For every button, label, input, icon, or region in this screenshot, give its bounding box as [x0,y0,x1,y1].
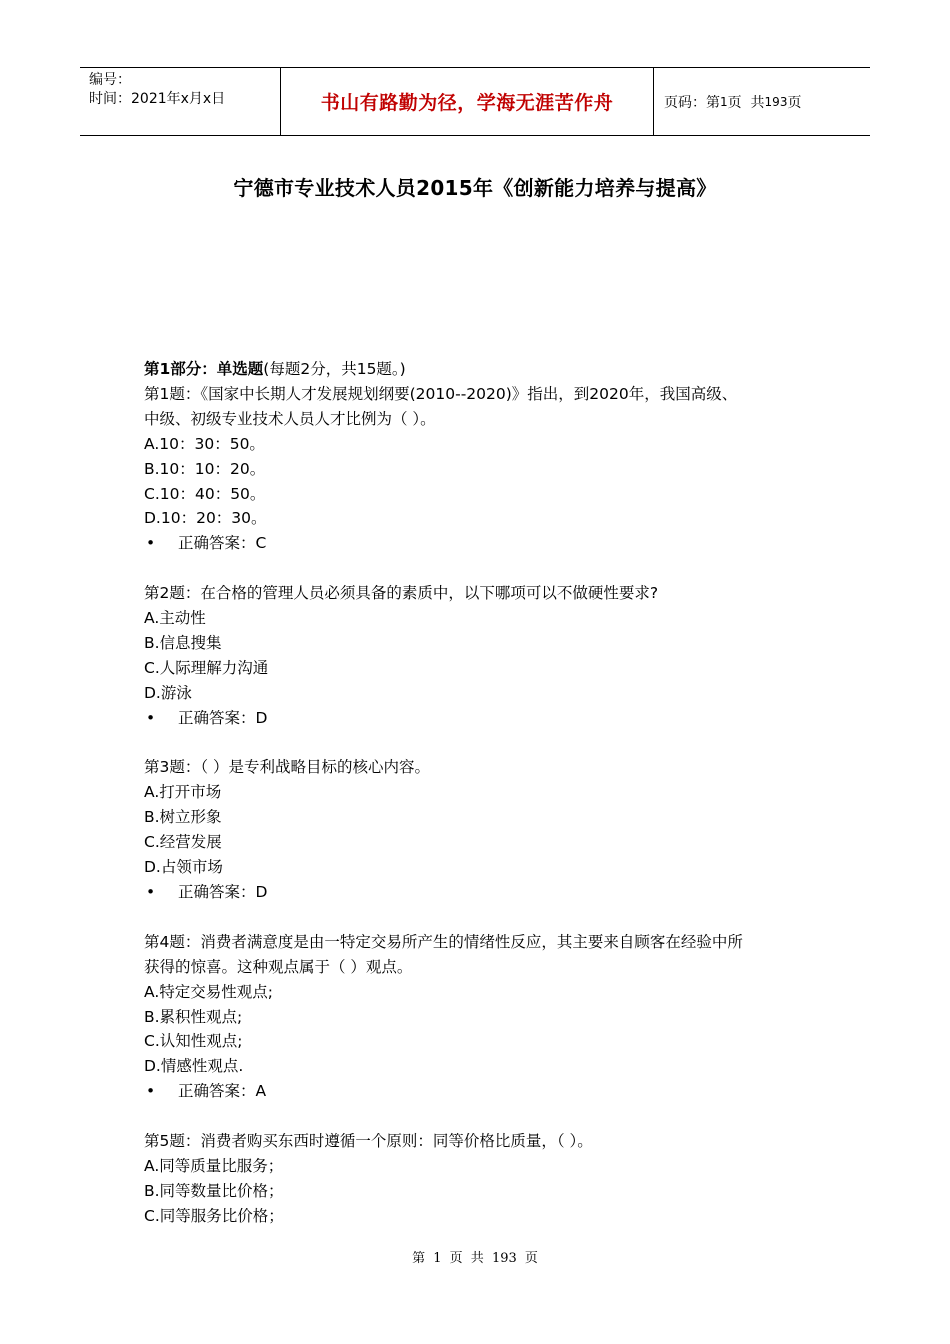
correct-answer [144,531,834,556]
bullet-icon: • [146,883,156,901]
footer-prefix: 第 [412,1251,426,1266]
option-b: B.累积性观点; [144,1007,243,1026]
question-stem: 第2题：在合格的管理人员必须具备的素质中，以下哪项可以不做硬性要求? [144,584,659,603]
header-meta [80,68,281,135]
question-list [144,357,834,1229]
header-motto-cell [281,68,654,135]
header-page-mid: 页 共 [727,94,765,111]
option-b: B.信息搜集 [144,633,222,652]
question-stem: 获得的惊喜。这种观点属于（ ）观点。 [144,957,413,976]
answer-text: 正确答案：A [178,1082,267,1101]
document-title: 宁德市专业技术人员2015年《创新能力培养与提高》 [233,176,717,200]
footer-total: 193 [491,1251,517,1266]
option-a: A.10：30：50。 [144,434,265,453]
page-footer [0,1247,950,1266]
question-stem: 第1题：《国家中长期人才发展规划纲要(2010--2020)》指出，到2020年，我国高级、 [144,384,738,403]
option-b: B.同等数量比价格； [144,1181,284,1200]
header-number-label: 编号： [89,72,131,88]
header-page-total: 193 [764,94,788,109]
question-stem: 第5题：消费者购买东西时遵循一个原则：同等价格比质量，（ ）。 [144,1132,593,1151]
footer-mid: 页 共 [449,1251,484,1266]
question-stem: 第4题：消费者满意度是由一特定交易所产生的情绪性反应，其主要来自顾客在经验中所 [144,932,743,951]
section-heading [144,357,834,382]
page-header [80,67,870,136]
question-stem: 第3题：（ ）是专利战略目标的核心内容。 [144,758,431,777]
option-c: C.人际理解力沟通 [144,658,269,677]
footer-suffix: 页 [524,1251,538,1266]
answer-text: 正确答案：D [178,883,268,901]
bullet-icon: • [146,708,156,727]
option-d: D.情感性观点. [144,1057,244,1076]
header-motto: 书山有路勤为径，学海无涯苦作舟 [320,92,614,114]
bullet-icon: • [146,1082,156,1101]
correct-answer [144,1079,834,1104]
footer-page: 1 [433,1251,442,1266]
bullet-icon: • [146,534,156,553]
answer-text: 正确答案：C [178,534,267,553]
option-d: D.游泳 [144,683,192,702]
option-c: C.10：40：50。 [144,484,266,503]
option-d: D.10：20：30。 [144,509,267,528]
header-page-prefix: 页码：第 [664,94,720,111]
option-d: D.占领市场 [144,858,223,877]
option-c: C.经营发展 [144,833,222,852]
option-a: A.打开市场 [144,783,222,802]
header-page-number: 1 [720,94,728,109]
header-page-info [654,68,870,135]
section-note: (每题2分，共15题。) [263,360,406,378]
option-b: B.10：10：20。 [144,459,266,478]
option-a: A.特定交易性观点; [144,982,273,1001]
header-time-label: 时间：2021年x月x日 [89,91,226,107]
correct-answer [144,880,834,905]
answer-text: 正确答案：D [178,708,268,727]
option-b: B.树立形象 [144,808,222,827]
option-c: C.同等服务比价格； [144,1206,284,1225]
option-a: A.同等质量比服务； [144,1156,284,1175]
option-a: A.主动性 [144,609,206,628]
question-stem: 中级、初级专业技术人员人才比例为（ ）。 [144,409,436,428]
header-page-suffix: 页 [787,94,802,111]
option-c: C.认知性观点; [144,1032,243,1051]
section-label: 第1部分：单选题 [144,360,264,378]
correct-answer [144,706,834,731]
